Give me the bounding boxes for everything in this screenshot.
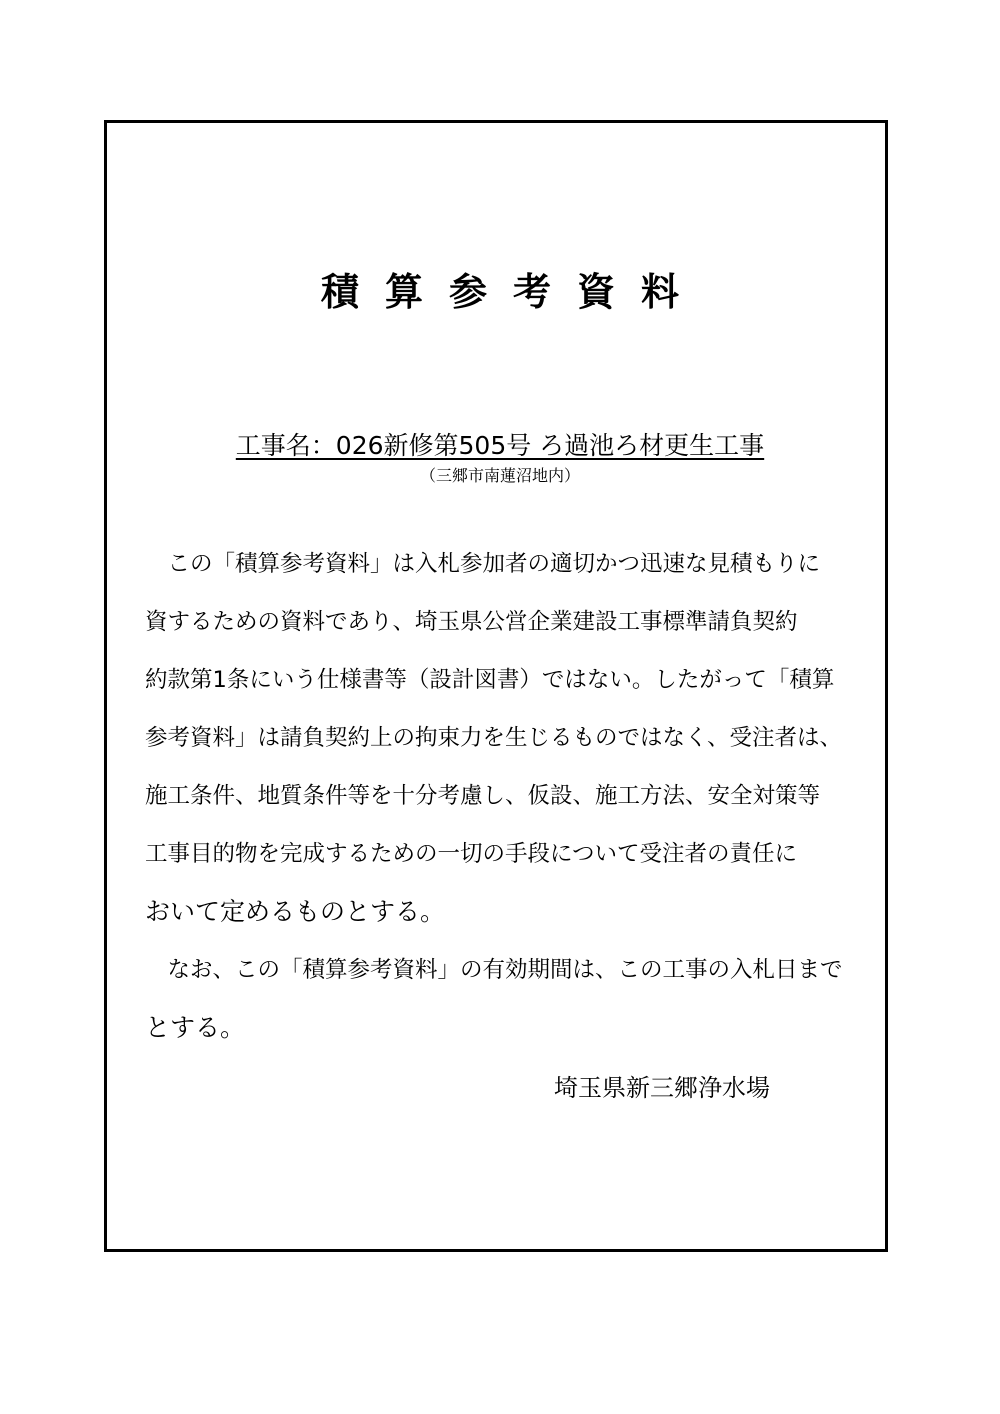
project-location: （三郷市南蓮沼地内） [419, 466, 580, 485]
body-line: 工事目的物を完成するための一切の手段について受注者の責任に [145, 841, 798, 867]
project-name [0, 429, 1000, 463]
body-line: おいて定めるものとする。 [145, 897, 446, 926]
document-title: 積算参考資料 [320, 270, 705, 314]
body-line: 施工条件、地質条件等を十分考慮し、仮設、施工方法、安全対策等 [145, 783, 821, 809]
body-line: この「積算参考資料」は入札参加者の適切かつ迅速な見積もりに [145, 551, 821, 577]
body-paragraphs [145, 540, 865, 1062]
body-line: 約款第1条にいう仕様書等（設計図書）ではない。したがって「積算 [145, 667, 835, 693]
body-line: とする。 [145, 1013, 246, 1042]
body-line: なお、この「積算参考資料」の有効期間は、この工事の入札日まで [145, 957, 843, 983]
issuer-name: 埼玉県新三郷浄水場 [554, 1074, 770, 1102]
body-line: 資するための資料であり、埼玉県公営企業建設工事標準請負契約 [145, 609, 798, 635]
project-name-text: 工事名：026新修第505号 ろ過池ろ材更生工事 [235, 431, 765, 460]
body-line: 参考資料」は請負契約上の拘束力を生じるものではなく、受注者は、 [145, 725, 843, 751]
